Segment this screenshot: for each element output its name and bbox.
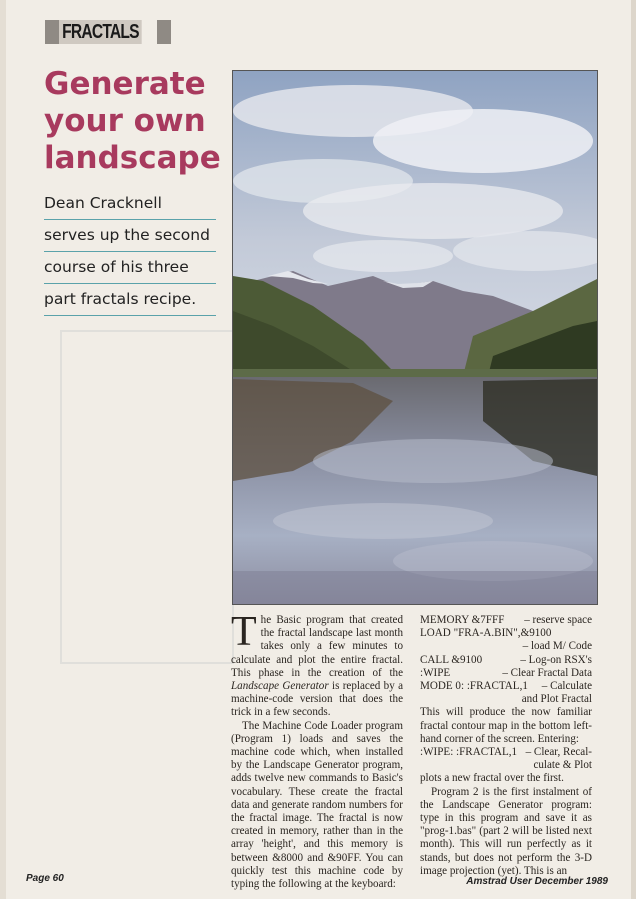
code-line-3-command: CALL &9100 — [420, 653, 483, 666]
article-paragraph-2: The Machine Code Loader program (Program 1) loads and saves the machine code which, when installed by the Landscape Generator program, adds twelve new commands to Basic's vocabulary. These create the fractal data and generate random numbers for the fractal image. The fractal is now created in memory, rather than in the array 'height', and this memory is between &8000 and &90FF. You can quickly test this machine code by typing the following at the keyboard: — [231, 719, 403, 891]
dropcap: T — [231, 609, 257, 655]
page-edge-right — [631, 0, 636, 899]
article-column-1 — [231, 609, 404, 891]
standfirst-line-2: serves up the second — [44, 220, 216, 252]
code-line-5-command: MODE 0: :FRACTAL,1 — [420, 680, 528, 693]
paragraph-1-text: he Basic program that created the fractal landscape last month takes only a few minutes to calculate and plot the entire fractal. This phase in the creation of the — [231, 614, 403, 679]
code-line-3 — [420, 654, 592, 667]
headline-line-1: Generate — [44, 66, 206, 102]
code2-comment-cont: culate & Plot — [533, 759, 592, 772]
paragraph-1-italic: Landscape Generator — [231, 680, 329, 693]
code-line-2-comment: – load M/ Code — [522, 640, 592, 653]
page-number: Page 60 — [26, 873, 64, 884]
code-line-4 — [420, 667, 592, 680]
code2-comment: – Clear, Recal- — [525, 746, 592, 759]
standfirst-line-3: course of his three — [44, 252, 216, 284]
standfirst-line-4: part fractals recipe. — [44, 284, 216, 316]
code-line-3-comment: – Log-on RSX's — [520, 653, 592, 666]
code-line-1-comment: – reserve space — [524, 614, 592, 626]
code-line-2 — [420, 627, 592, 640]
article-standfirst — [44, 188, 216, 316]
page-edge-left — [0, 0, 6, 899]
code-line-5 — [420, 680, 592, 693]
article-paragraph-1 — [231, 609, 404, 720]
code-line-4-command: :WIPE — [420, 666, 451, 679]
code-line-5-comment: – Calculate — [541, 680, 592, 693]
code-line-5-comment-cont: and Plot Fractal — [521, 693, 592, 706]
paragraph-1-end: is replaced by a machine-code version that does the trick in a few seconds. — [231, 680, 404, 719]
headline-line-2: your own — [44, 103, 206, 139]
landscape-photo — [232, 70, 598, 605]
code2-line — [420, 746, 592, 759]
code-line-4-comment: – Clear Fractal Data — [502, 666, 592, 679]
section-tag — [45, 18, 171, 45]
headline-line-3: landscape — [44, 140, 221, 176]
landscape-photo-art — [233, 71, 597, 604]
article-paragraph-5: Program 2 is the first instalment of the Landscape Generator program: type in this program and save it as "prog-1.bas" (part 2 will be listed next month). This will run perfectly as it stands, but does not perform the 3-D image projection (yet). This is an — [420, 785, 592, 877]
article-headline — [44, 66, 224, 177]
article-column-2 — [420, 614, 592, 878]
article-paragraph-4: plots a new fractal over the first. — [420, 772, 564, 785]
code-line-1-command: MEMORY &7FFF — [420, 614, 505, 626]
code2-command: :WIPE: :FRACTAL,1 — [420, 746, 518, 759]
code-line-2-command: LOAD "FRA-A.BIN",&9100 — [420, 627, 552, 640]
section-tag-block-end — [157, 20, 171, 44]
code-line-1 — [420, 614, 592, 627]
issue-line: Amstrad User December 1989 — [466, 876, 608, 887]
article-paragraph-3: This will produce the now familiar fractal contour map in the bottom left-hand corner of the screen. Entering: — [420, 706, 592, 745]
show-through-artifact — [60, 330, 234, 664]
section-tag-block — [45, 20, 59, 44]
section-tag-label: FRACTALS — [59, 20, 142, 44]
standfirst-line-1: Dean Cracknell — [44, 188, 216, 220]
